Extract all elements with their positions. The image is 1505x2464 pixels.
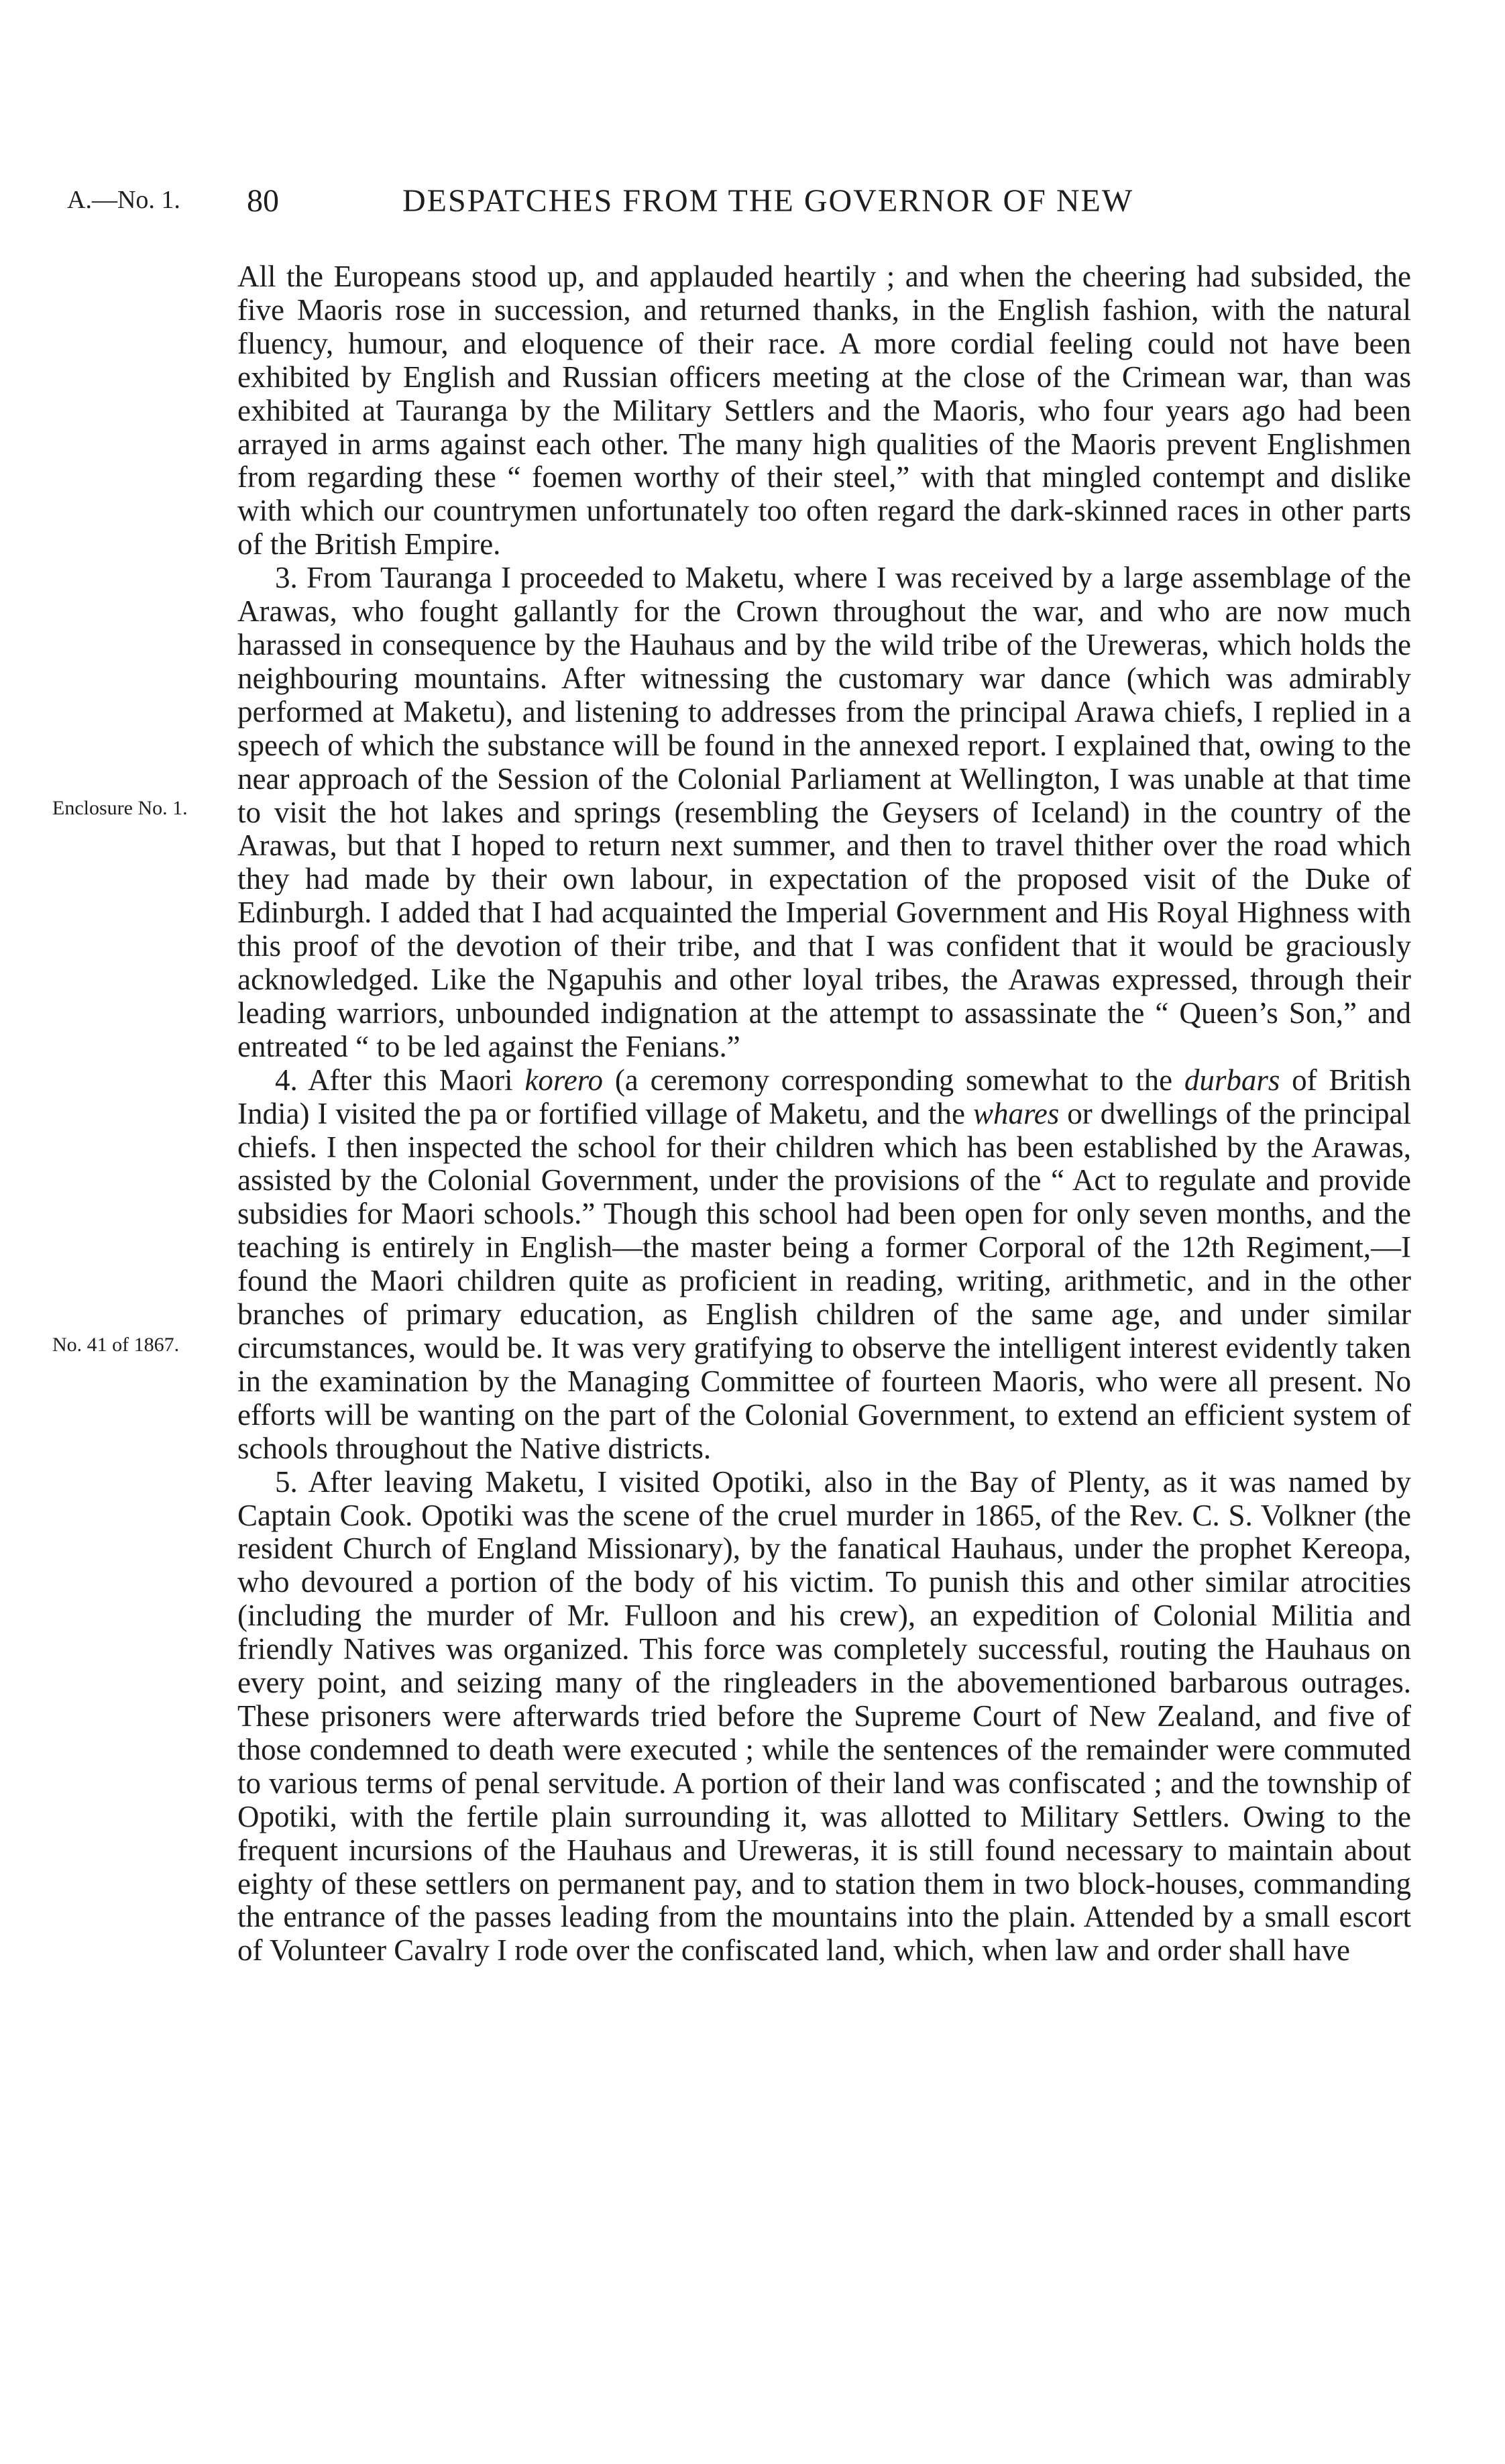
running-head: DESPATCHES FROM THE GOVERNOR OF NEW (402, 183, 1134, 219)
sidenote-enclosure: Enclosure No. 1. (52, 797, 188, 819)
term-whares: whares (972, 1096, 1060, 1130)
paragraph-3-part-d: or dwellings of the principal chiefs. I then inspected the school for their children which has been established by the Arawas, assisted by the Colonial Government, under the provisions of the “ Act to regulate and provide subsidies for Maori schools.” Though this school had been open for only seven months, and the teaching is entirely in English—the master being a former Corporal of the 12th Regiment,—I found the Maori children quite as proficient in reading, writing, arithmetic, and in the other branches of primary education, as English children of the same age, and under similar circumstances, would be. It was very gratifying to observe the intelligent interest evidently taken in the examination by the Managing Committee of fourteen Maoris, who were all present. No efforts will be wanting on the part of the Colonial Government, to extend an efficient system of schools throughout the Native districts. (237, 1096, 1411, 1465)
term-korero: korero (524, 1063, 604, 1097)
paragraph-2: 3. From Tauranga I proceeded to Maketu, where I was received by a large assemblage of the Arawas, who fought gallantly for the Crown throughout the war, and who are now much harassed in consequence by the Hauhaus and by the wild tribe of the Ureweras, which holds the neighbouring mountains. After witnessing the customary war dance (which was admirably performed at Maketu), and listening to addresses from the principal Arawa chiefs, I replied in a speech of which the substance will be found in the annexed report. I explained that, owing to the near approach of the Session of the Colonial Parliament at Wellington, I was unable at that time to visit the hot lakes and springs (resembling the Geysers of Iceland) in the country of the Arawas, but that I hoped to return next summer, and then to travel thither over the road which they had made by their own labour, in expectation of the proposed visit of the Duke of Edinburgh. I added that I had acquainted the Imperial Government and His Royal Highness with this proof of the devotion of their tribe, and that I was confident that it would be graciously acknowledged. Like the Ngapuhis and other loyal tribes, the Arawas expressed, through their leading warriors, unbounded indignation at the attempt to assassinate the “ Queen’s Son,” and entreated “ to be led against the Fenians.” (237, 561, 1411, 1063)
term-durbars: durbars (1184, 1063, 1280, 1097)
paragraph-4: 5. After leaving Maketu, I visited Opotiki, also in the Bay of Plenty, as it was named by Captain Cook. Opotiki was the scene of the cruel murder in 1865, of the Rev. C. S. Volkner (the resident Church of England Missionary), by the fanatical Hauhaus, under the prophet Kereopa, who devoured a portion of the body of his victim. To punish this and other similar atrocities (including the murder of Mr. Fulloon and his crew), an expedition of Colonial Militia and friendly Natives was organized. This force was completely successful, routing the Hauhaus on every point, and seizing many of the ringleaders in the abovementioned barbarous outrages. These prisoners were afterwards tried before the Supreme Court of New Zealand, and five of those condemned to death were executed ; while the sentences of the remainder were commuted to various terms of penal servitude. A portion of their land was confiscated ; and the township of Opotiki, with the fertile plain surrounding it, was allotted to Military Settlers. Owing to the frequent incursions of the Hauhaus and Ureweras, it is still found necessary to maintain about eighty of these settlers on permanent pay, and to station them in two block-houses, commanding the entrance of the passes leading from the mountains into the plain. Attended by a small escort of Volunteer Cavalry I rode over the confiscated land, which, when law and order shall have (237, 1464, 1411, 1968)
paragraph-3 (237, 1064, 1411, 1466)
sidenote-act-reference: No. 41 of 1867. (52, 1334, 180, 1356)
page-number: 80 (247, 183, 279, 219)
paragraph-3-part-a: 4. After this Maori (275, 1063, 525, 1097)
page-reference: A.—No. 1. (67, 186, 180, 214)
paragraph-3-part-c: of British India) I visited the pa or fortified village of Maketu, and the (237, 1063, 1411, 1130)
paragraph-1: All the Europeans stood up, and applauded heartily ; and when the cheering had subsided, the five Maoris rose in succession, and returned thanks, in the English fashion, with the natural fluency, humour, and eloquence of their race. A more cordial feeling could not have been exhibited by English and Russian officers meeting at the close of the Crimean war, than was exhibited at Tauranga by the Military Settlers and the Maoris, who four years ago had been arrayed in arms against each other. The many high qualities of the Maoris prevent Englishmen from regarding these “ foemen worthy of their steel,” with that mingled contempt and dislike with which our countrymen unfortunately too often regard the dark-skinned races in other parts of the British Empire. (237, 260, 1411, 561)
body-text (237, 260, 1411, 1968)
paragraph-3-part-b: (a ceremony corresponding somewhat to the (603, 1063, 1184, 1097)
